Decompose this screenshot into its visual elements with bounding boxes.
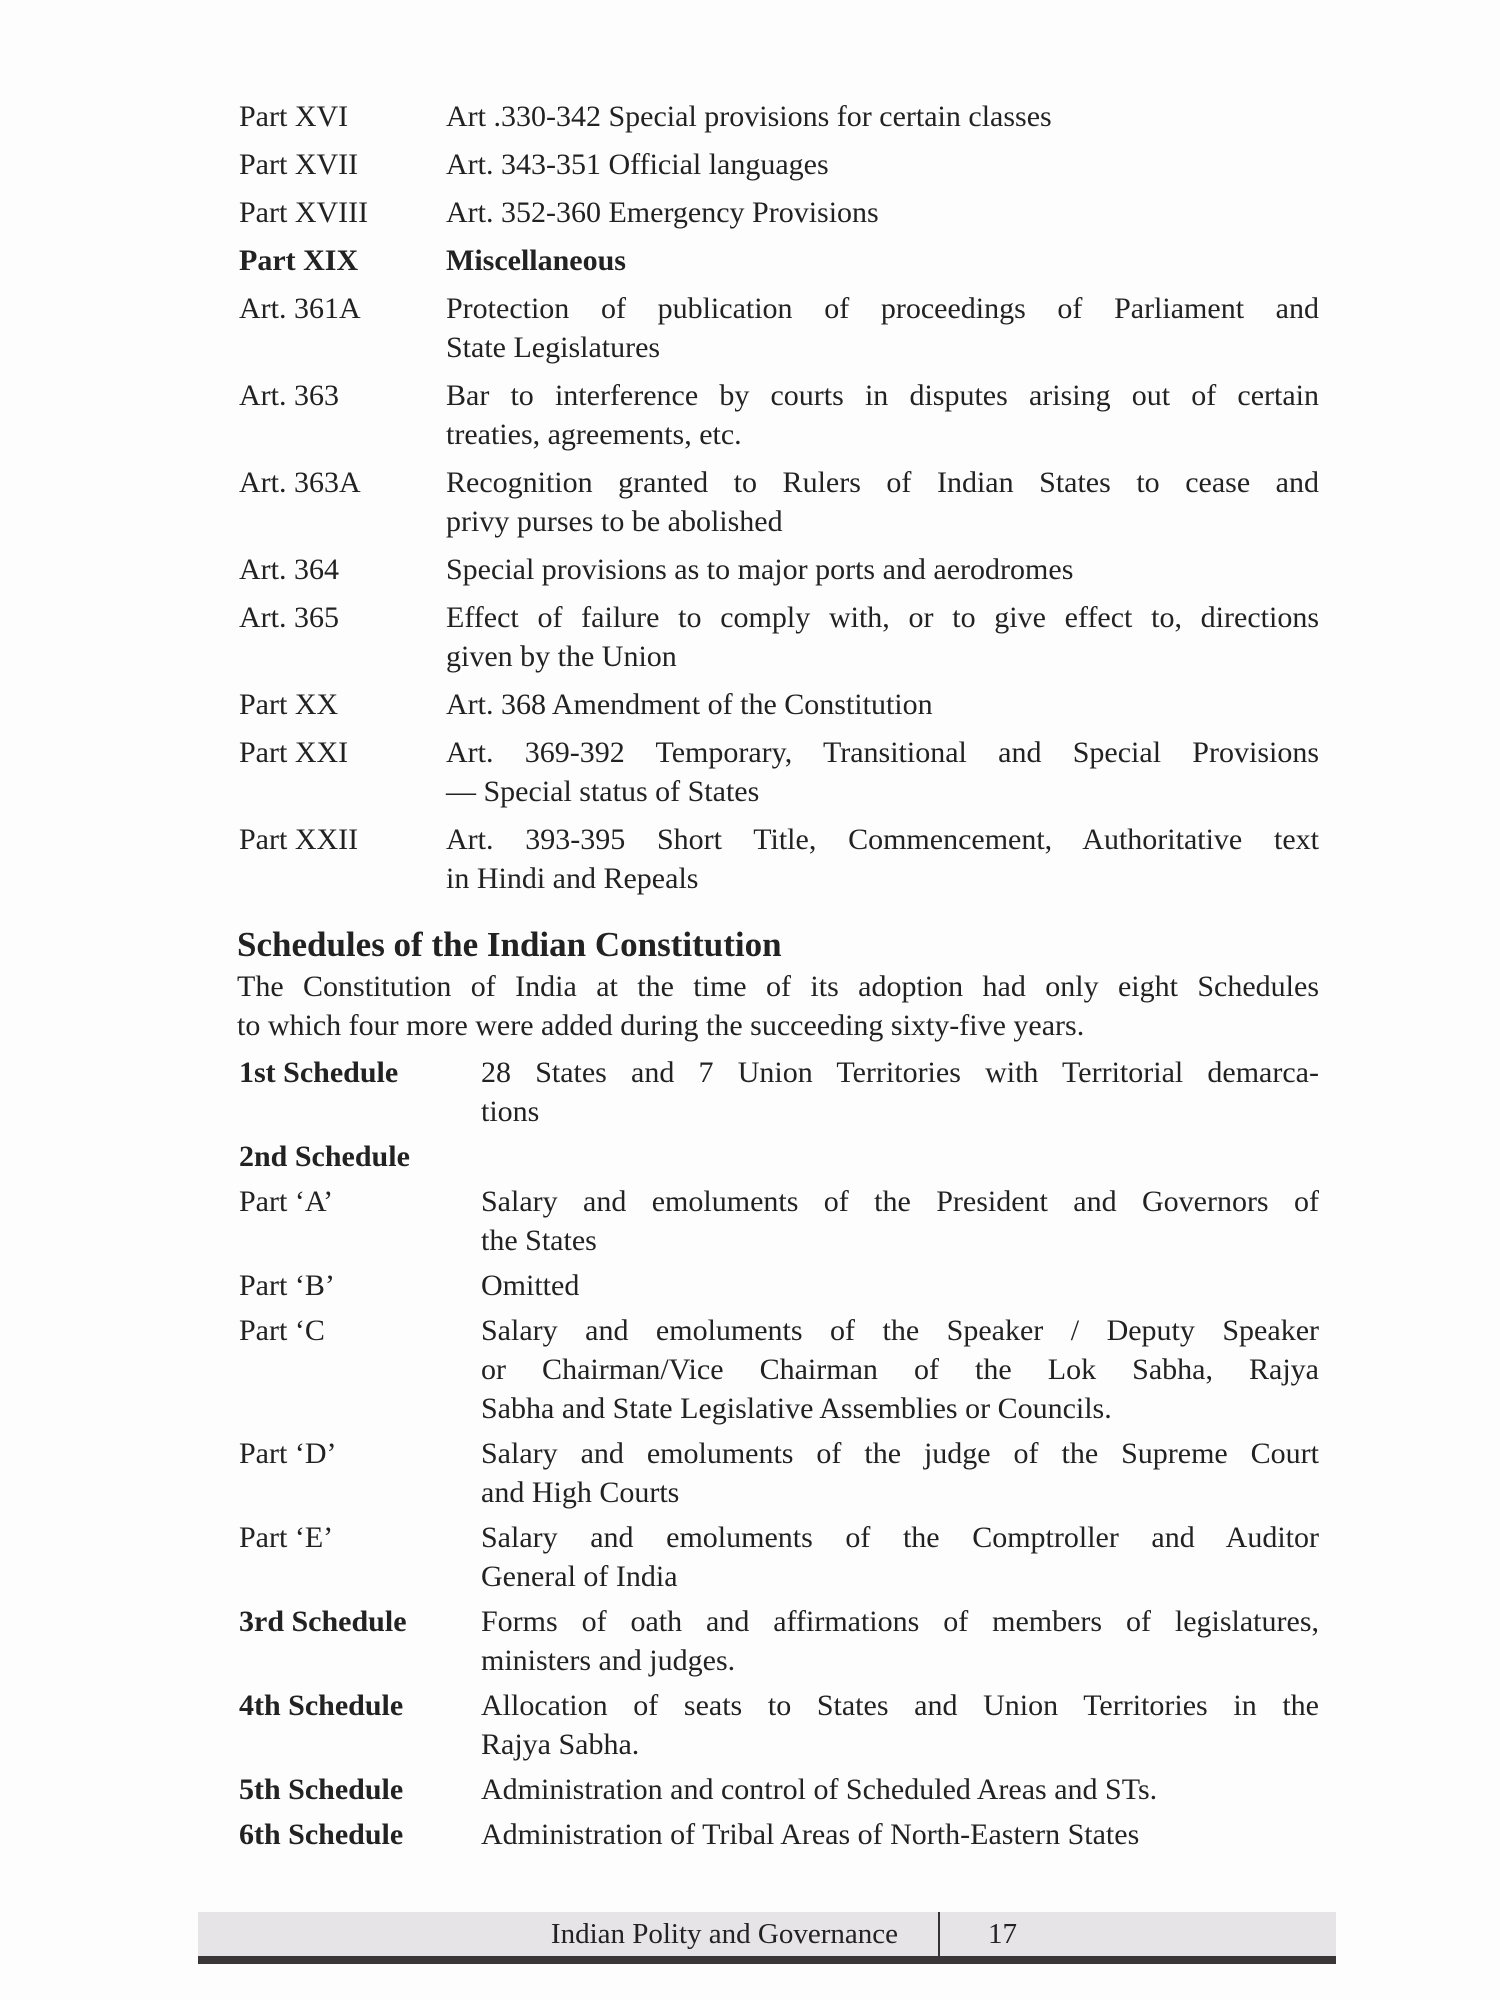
part-row	[239, 376, 1319, 454]
row-description	[481, 1815, 1319, 1854]
part-row	[239, 97, 1319, 136]
footer-book-title: Indian Polity and Governance	[550, 1918, 898, 1950]
description-line: Special provisions as to major ports and aerodromes	[446, 553, 1074, 586]
row-description	[446, 97, 1319, 136]
part-row	[239, 598, 1319, 676]
section-heading: Schedules of the Indian Constitution	[237, 925, 782, 964]
schedule-row	[239, 1053, 1319, 1131]
row-label: Part ‘A’	[239, 1185, 334, 1218]
row-description	[481, 1434, 1319, 1512]
schedule-row	[239, 1137, 1319, 1176]
description-line: Art. 343-351 Official languages	[446, 148, 829, 181]
description-line: Sabha and State Legislative Assemblies or Councils.	[481, 1392, 1112, 1425]
description-line: Art .330-342 Special provisions for certain classes	[446, 100, 1052, 133]
row-label: 1st Schedule	[239, 1056, 399, 1089]
part-row	[239, 145, 1319, 184]
description-line: treaties, agreements, etc.	[446, 418, 742, 451]
description-line: Salary and emoluments of the judge of the Supreme Court	[481, 1437, 1319, 1470]
row-description	[481, 1686, 1319, 1764]
description-line: Rajya Sabha.	[481, 1728, 640, 1761]
description-line: Art. 393-395 Short Title, Commencement, Authoritative text	[446, 823, 1319, 856]
part-row	[239, 685, 1319, 724]
row-description	[481, 1137, 1319, 1176]
row-description	[446, 376, 1319, 454]
intro-line: The Constitution of India at the time of its adoption had only eight Schedules	[237, 970, 1319, 1003]
row-description	[446, 145, 1319, 184]
row-description	[481, 1518, 1319, 1596]
schedule-row	[239, 1518, 1319, 1596]
row-label: 2nd Schedule	[239, 1140, 410, 1173]
intro-paragraph	[237, 967, 1319, 1045]
description-line: Omitted	[481, 1269, 580, 1302]
description-line: Allocation of seats to States and Union Territories in the	[481, 1689, 1319, 1722]
part-row	[239, 289, 1319, 367]
description-line: Art. 352-360 Emergency Provisions	[446, 196, 879, 229]
row-label: Part XIX	[239, 244, 359, 277]
row-description	[446, 463, 1319, 541]
row-label: Part XXII	[239, 823, 359, 856]
row-label: 5th Schedule	[239, 1773, 404, 1806]
schedule-row	[239, 1815, 1319, 1854]
row-label: Art. 363A	[239, 466, 361, 499]
row-label: Part ‘B’	[239, 1269, 335, 1302]
footer-rule	[198, 1956, 1336, 1964]
description-line: General of India	[481, 1560, 678, 1593]
description-line: 28 States and 7 Union Territories with Territorial demarca-	[481, 1056, 1319, 1089]
row-description	[446, 733, 1319, 811]
page-number: 17	[988, 1918, 1017, 1950]
row-label: 3rd Schedule	[239, 1605, 407, 1638]
row-description	[481, 1311, 1319, 1428]
description-line: in Hindi and Repeals	[446, 862, 699, 895]
intro-line: to which four more were added during the succeeding sixty-five years.	[237, 1009, 1085, 1042]
description-line: privy purses to be abolished	[446, 505, 783, 538]
row-label: Part ‘C	[239, 1314, 325, 1347]
row-description	[481, 1053, 1319, 1131]
row-description	[446, 685, 1319, 724]
row-label: Art. 361A	[239, 292, 361, 325]
row-description	[446, 550, 1319, 589]
schedule-row	[239, 1602, 1319, 1680]
row-label: Part XX	[239, 688, 339, 721]
description-line: ministers and judges.	[481, 1644, 736, 1677]
description-line: Salary and emoluments of the Comptroller and Auditor	[481, 1521, 1319, 1554]
description-line: the States	[481, 1224, 597, 1257]
description-line: Administration of Tribal Areas of North-Eastern States	[481, 1818, 1140, 1851]
description-line: Administration and control of Scheduled Areas and STs.	[481, 1773, 1158, 1806]
row-label: Part ‘D’	[239, 1437, 337, 1470]
row-description	[446, 820, 1319, 898]
row-description	[446, 598, 1319, 676]
row-description	[446, 241, 1319, 280]
row-label: Art. 364	[239, 553, 339, 586]
page-footer	[198, 1912, 1336, 1956]
description-line: Bar to interference by courts in disputes arising out of certain	[446, 379, 1319, 412]
description-line: tions	[481, 1095, 540, 1128]
description-line: Art. 369-392 Temporary, Transitional and Special Provisions	[446, 736, 1319, 769]
part-row	[239, 193, 1319, 232]
description-line: and High Courts	[481, 1476, 680, 1509]
part-row	[239, 241, 1319, 280]
description-line: given by the Union	[446, 640, 677, 673]
row-label: Part ‘E’	[239, 1521, 334, 1554]
row-description	[446, 193, 1319, 232]
row-label: 6th Schedule	[239, 1818, 404, 1851]
part-row	[239, 820, 1319, 898]
schedule-row	[239, 1434, 1319, 1512]
row-description	[481, 1770, 1319, 1809]
row-label: Art. 365	[239, 601, 339, 634]
schedule-row	[239, 1686, 1319, 1764]
row-label: Part XVII	[239, 148, 359, 181]
part-row	[239, 733, 1319, 811]
row-description	[481, 1602, 1319, 1680]
schedule-row	[239, 1311, 1319, 1428]
schedule-row	[239, 1770, 1319, 1809]
row-description	[481, 1266, 1319, 1305]
description-line: Miscellaneous	[446, 244, 626, 277]
row-label: Art. 363	[239, 379, 339, 412]
description-line: Forms of oath and affirmations of members of legislatures,	[481, 1605, 1319, 1638]
schedule-row	[239, 1266, 1319, 1305]
description-line: Protection of publication of proceedings of Parliament and	[446, 292, 1319, 325]
part-row	[239, 550, 1319, 589]
description-line: Recognition granted to Rulers of Indian States to cease and	[446, 466, 1319, 499]
schedule-row	[239, 1182, 1319, 1260]
description-line: Art. 368 Amendment of the Constitution	[446, 688, 933, 721]
description-line: Salary and emoluments of the President and Governors of	[481, 1185, 1319, 1218]
row-label: 4th Schedule	[239, 1689, 404, 1722]
parts-list	[239, 97, 1319, 907]
description-line: — Special status of States	[446, 775, 760, 808]
row-label: Part XXI	[239, 736, 349, 769]
description-line: Effect of failure to comply with, or to give effect to, directions	[446, 601, 1319, 634]
description-line: State Legislatures	[446, 331, 661, 364]
row-label: Part XVIII	[239, 196, 369, 229]
row-label: Part XVI	[239, 100, 349, 133]
row-description	[481, 1182, 1319, 1260]
part-row	[239, 463, 1319, 541]
row-description	[446, 289, 1319, 367]
description-line: or Chairman/Vice Chairman of the Lok Sabha, Rajya	[481, 1353, 1319, 1386]
description-line: Salary and emoluments of the Speaker / Deputy Speaker	[481, 1314, 1319, 1347]
schedules-list	[239, 1053, 1319, 1860]
